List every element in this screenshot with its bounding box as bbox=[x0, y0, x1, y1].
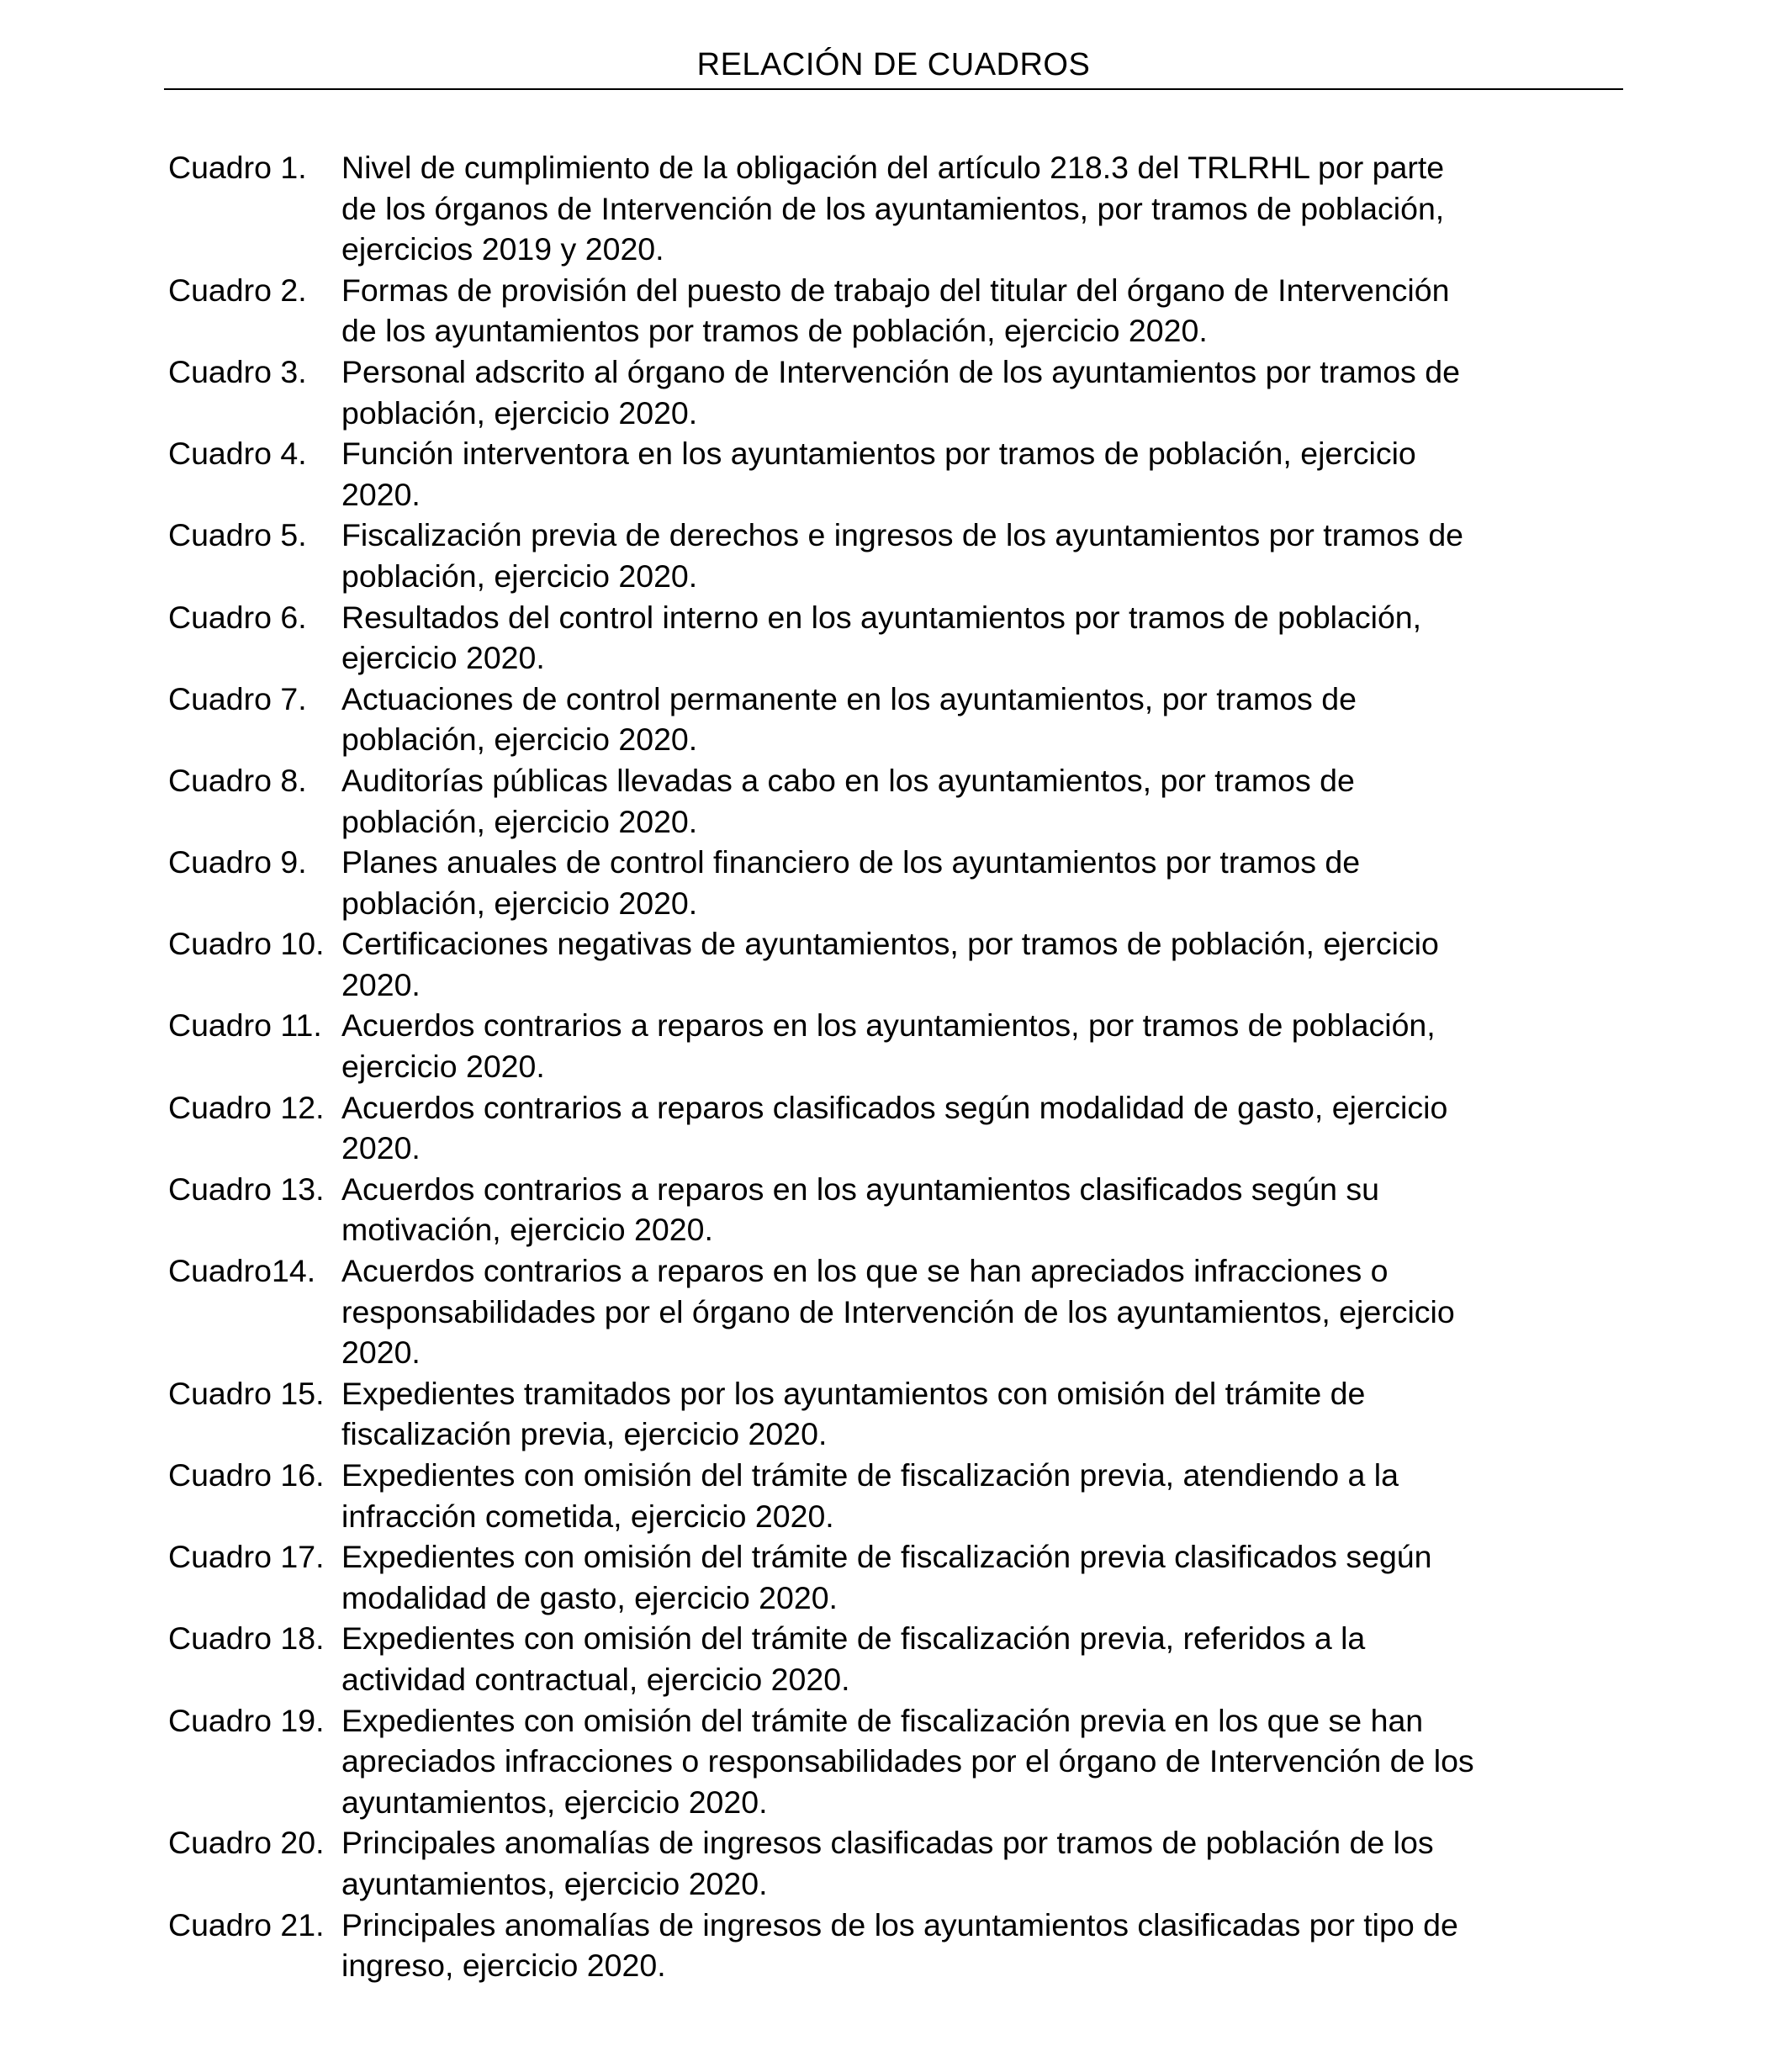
item-text-line: Planes anuales de control financiero de los ayuntamientos por tramos de bbox=[341, 844, 1361, 880]
item-text-line: Nivel de cumplimiento de la obligación del artículo 218.3 del TRLRHL por parte bbox=[341, 150, 1445, 185]
item-text-line: Acuerdos contrarios a reparos en los ayuntamientos, por tramos de población, bbox=[341, 1007, 1436, 1044]
item-text bbox=[341, 352, 1547, 433]
list-item bbox=[168, 1822, 1547, 1904]
item-label: Cuadro 7. bbox=[168, 680, 307, 716]
item-text-line: de los órganos de Intervención de los ayuntamientos, por tramos de población, bbox=[341, 190, 1445, 226]
item-label: Cuadro 13. bbox=[168, 1171, 325, 1207]
item-text bbox=[341, 147, 1547, 270]
item-text bbox=[341, 270, 1547, 352]
item-text-line: ayuntamientos, ejercicio 2020. bbox=[341, 1865, 768, 1901]
item-text-line: 2020. bbox=[341, 1130, 421, 1166]
item-text bbox=[341, 1618, 1547, 1699]
item-label: Cuadro 17. bbox=[168, 1539, 325, 1575]
page-header bbox=[164, 42, 1623, 90]
item-text-line: Expedientes con omisión del trámite de fiscalización previa, referidos a la bbox=[341, 1620, 1366, 1657]
list-item bbox=[168, 1700, 1547, 1823]
item-label: Cuadro 8. bbox=[168, 762, 307, 798]
item-text-line: Auditorías públicas llevadas a cabo en los ayuntamientos, por tramos de bbox=[341, 762, 1355, 798]
item-text-line: 2020. bbox=[341, 476, 421, 512]
item-text-line: Principales anomalías de ingresos clasificadas por tramos de población de los bbox=[341, 1825, 1434, 1861]
item-text-line: Fiscalización previa de derechos e ingresos de los ayuntamientos por tramos de bbox=[341, 517, 1464, 553]
item-label: Cuadro 10. bbox=[168, 926, 325, 962]
item-text bbox=[341, 433, 1547, 515]
list-item bbox=[168, 923, 1547, 1005]
item-text bbox=[341, 842, 1547, 923]
item-text-line: población, ejercicio 2020. bbox=[341, 394, 698, 431]
item-label: Cuadro 12. bbox=[168, 1089, 325, 1125]
item-text-line: ejercicio 2020. bbox=[341, 640, 545, 676]
item-text bbox=[341, 1822, 1547, 1904]
list-item bbox=[168, 1373, 1547, 1455]
item-text-line: modalidad de gasto, ejercicio 2020. bbox=[341, 1579, 838, 1615]
list-item bbox=[168, 842, 1547, 923]
list-item bbox=[168, 760, 1547, 842]
item-text-line: motivación, ejercicio 2020. bbox=[341, 1212, 713, 1248]
list-item bbox=[168, 352, 1547, 433]
item-text-line: ayuntamientos, ejercicio 2020. bbox=[341, 1784, 768, 1820]
item-label: Cuadro 20. bbox=[168, 1825, 325, 1861]
list-item bbox=[168, 1536, 1547, 1618]
item-label: Cuadro 21. bbox=[168, 1906, 325, 1942]
item-text bbox=[341, 923, 1547, 1005]
item-label: Cuadro 3. bbox=[168, 353, 307, 389]
list-item bbox=[168, 515, 1547, 596]
item-label: Cuadro 9. bbox=[168, 844, 307, 880]
item-text-line: población, ejercicio 2020. bbox=[341, 722, 698, 758]
item-text-line: Principales anomalías de ingresos de los ayuntamientos clasificadas por tipo de bbox=[341, 1906, 1458, 1942]
list-item bbox=[168, 1618, 1547, 1699]
item-label: Cuadro 16. bbox=[168, 1457, 325, 1493]
item-text-line: población, ejercicio 2020. bbox=[341, 558, 698, 594]
item-text-line: Personal adscrito al órgano de Intervención de los ayuntamientos por tramos de bbox=[341, 353, 1460, 389]
item-text-line: fiscalización previa, ejercicio 2020. bbox=[341, 1416, 828, 1452]
item-text-line: ingreso, ejercicio 2020. bbox=[341, 1948, 666, 1984]
item-text-line: responsabilidades por el órgano de Intervención de los ayuntamientos, ejercicio bbox=[341, 1293, 1455, 1329]
item-text-line: población, ejercicio 2020. bbox=[341, 803, 698, 839]
table-of-contents-list bbox=[168, 147, 1547, 1986]
item-text-line: de los ayuntamientos por tramos de población, ejercicio 2020. bbox=[341, 313, 1208, 349]
item-label: Cuadro 11. bbox=[168, 1007, 322, 1044]
item-text-line: Expedientes tramitados por los ayuntamientos con omisión del trámite de bbox=[341, 1375, 1366, 1411]
list-item bbox=[168, 1087, 1547, 1169]
list-item bbox=[168, 1169, 1547, 1250]
item-text-line: Formas de provisión del puesto de trabajo del titular del órgano de Intervención bbox=[341, 272, 1450, 308]
item-text bbox=[341, 1536, 1547, 1618]
item-label: Cuadro 18. bbox=[168, 1620, 325, 1657]
item-text bbox=[341, 1373, 1547, 1455]
item-text-line: Actuaciones de control permanente en los ayuntamientos, por tramos de bbox=[341, 680, 1357, 716]
item-text-line: actividad contractual, ejercicio 2020. bbox=[341, 1661, 850, 1697]
item-text bbox=[341, 760, 1547, 842]
list-item bbox=[168, 679, 1547, 760]
item-text-line: población, ejercicio 2020. bbox=[341, 885, 698, 921]
item-text-line: Certificaciones negativas de ayuntamientos, por tramos de población, ejercicio bbox=[341, 926, 1439, 962]
item-text-line: Función interventora en los ayuntamientos por tramos de población, ejercicio bbox=[341, 436, 1416, 472]
item-label: Cuadro 1. bbox=[168, 150, 307, 185]
item-label: Cuadro 5. bbox=[168, 517, 307, 553]
item-text-line: ejercicios 2019 y 2020. bbox=[341, 231, 664, 267]
item-text bbox=[341, 1905, 1547, 1986]
item-label: Cuadro 19. bbox=[168, 1702, 325, 1738]
list-item bbox=[168, 1905, 1547, 1986]
page-title: RELACIÓN DE CUADROS bbox=[696, 47, 1091, 82]
list-item bbox=[168, 597, 1547, 679]
item-text bbox=[341, 679, 1547, 760]
item-text-line: Expedientes con omisión del trámite de fiscalización previa en los que se han bbox=[341, 1702, 1424, 1738]
item-label: Cuadro 4. bbox=[168, 436, 307, 472]
item-label: Cuadro 2. bbox=[168, 272, 307, 308]
list-item bbox=[168, 147, 1547, 270]
item-text bbox=[341, 1700, 1547, 1823]
list-item bbox=[168, 1005, 1547, 1086]
item-text-line: Resultados del control interno en los ayuntamientos por tramos de población, bbox=[341, 599, 1422, 635]
list-item bbox=[168, 433, 1547, 515]
item-text-line: Expedientes con omisión del trámite de fiscalización previa clasificados según bbox=[341, 1539, 1432, 1575]
item-text bbox=[341, 1250, 1547, 1373]
list-item bbox=[168, 1250, 1547, 1373]
item-text-line: apreciados infracciones o responsabilidades por el órgano de Intervención de los bbox=[341, 1743, 1474, 1779]
item-text-line: Expedientes con omisión del trámite de fiscalización previa, atendiendo a la bbox=[341, 1457, 1399, 1493]
item-text bbox=[341, 1455, 1547, 1536]
item-text bbox=[341, 1169, 1547, 1250]
item-text-line: Acuerdos contrarios a reparos en los ayuntamientos clasificados según su bbox=[341, 1171, 1380, 1207]
item-text bbox=[341, 515, 1547, 596]
item-text-line: 2020. bbox=[341, 1335, 421, 1371]
item-text-line: Acuerdos contrarios a reparos clasificados según modalidad de gasto, ejercicio bbox=[341, 1089, 1448, 1125]
item-text-line: infracción cometida, ejercicio 2020. bbox=[341, 1498, 834, 1534]
item-label: Cuadro 6. bbox=[168, 599, 307, 635]
item-label: Cuadro14. bbox=[168, 1253, 316, 1289]
item-text-line: ejercicio 2020. bbox=[341, 1049, 545, 1085]
item-text bbox=[341, 597, 1547, 679]
item-label: Cuadro 15. bbox=[168, 1375, 325, 1411]
item-text-line: 2020. bbox=[341, 966, 421, 1002]
list-item bbox=[168, 1455, 1547, 1536]
item-text-line: Acuerdos contrarios a reparos en los que se han apreciados infracciones o bbox=[341, 1253, 1389, 1289]
item-text bbox=[341, 1087, 1547, 1169]
item-text bbox=[341, 1005, 1547, 1086]
list-item bbox=[168, 270, 1547, 352]
